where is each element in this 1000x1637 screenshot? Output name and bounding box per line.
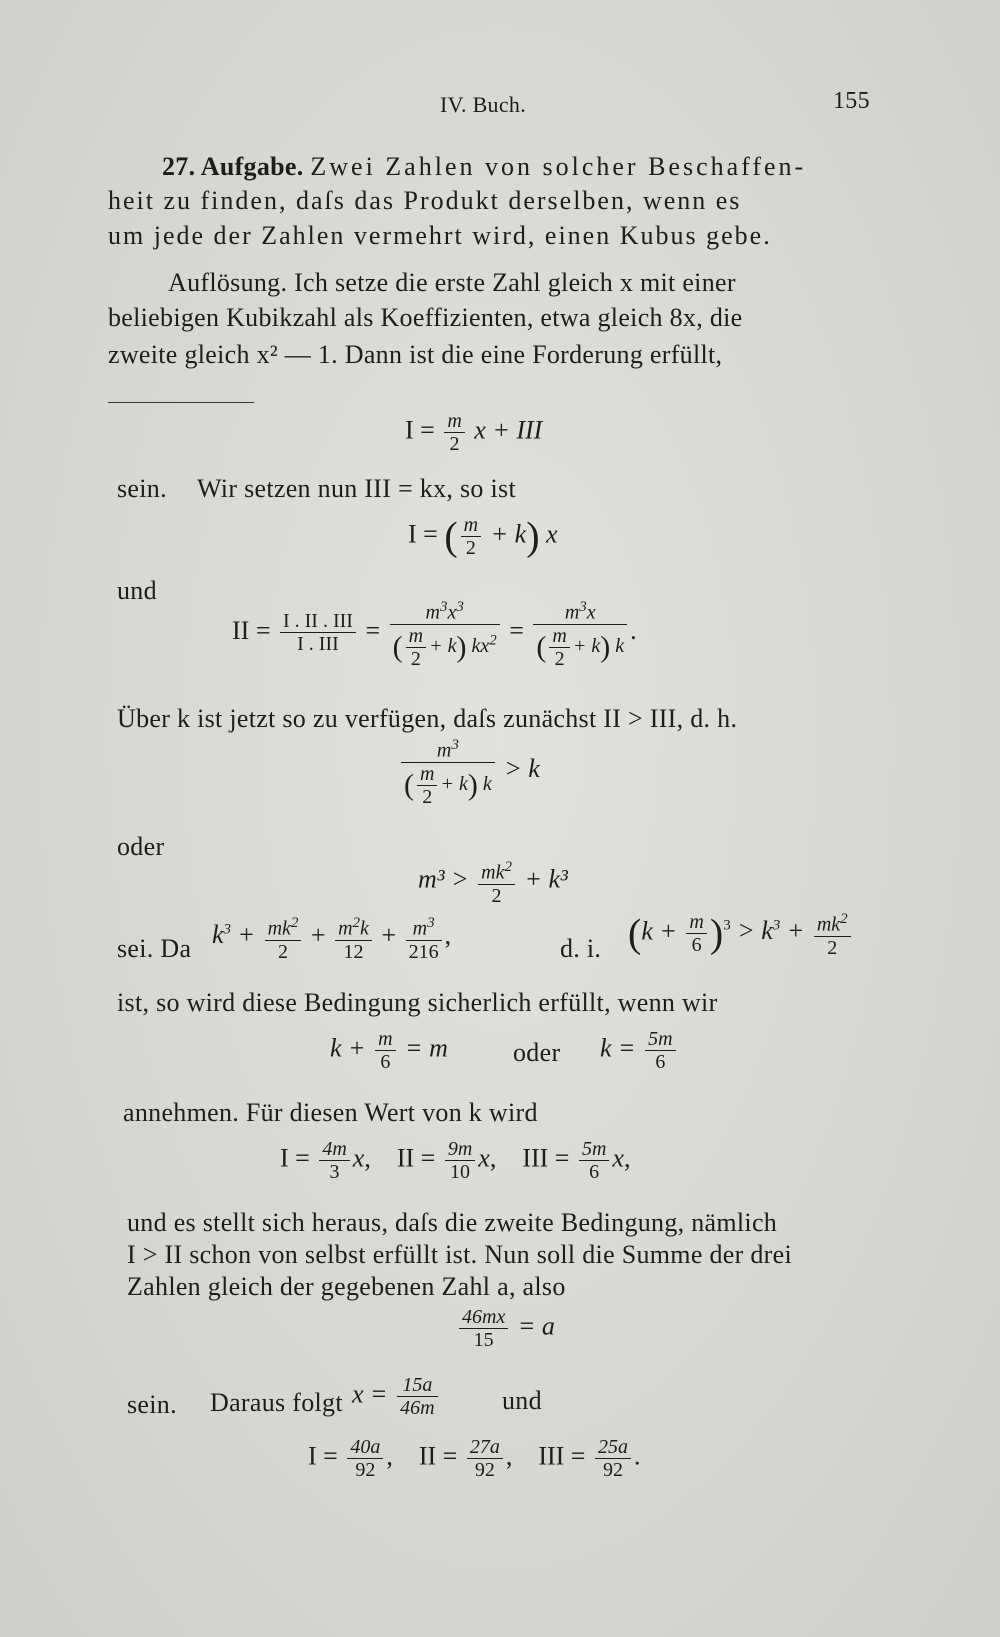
ueber-line: Über k ist jetzt so zu verfügen, daſs zunächst II > III, d. h. xyxy=(117,704,738,733)
eq5-rhs: > k xyxy=(504,753,540,783)
solution-label: Auflösung. xyxy=(168,268,288,297)
eq1-lhs: I = xyxy=(405,415,435,445)
equation-9b: k = $\frac{5m}{6}$ xyxy=(600,1028,679,1073)
eq3-num1: I . II . III xyxy=(282,610,353,633)
oder-1: oder xyxy=(117,832,165,861)
equation-11: $\frac{46mx}{15}$ = a xyxy=(456,1306,555,1351)
ist-so: ist, so wird diese Bedingung sicherlich erfüllt, wenn wir xyxy=(117,988,718,1017)
oder-2: oder xyxy=(513,1038,561,1067)
equation-5 xyxy=(398,734,540,808)
page-number: 155 xyxy=(833,88,870,114)
eq3-den1: I . III xyxy=(297,633,339,656)
sei-da: sei. Da xyxy=(117,934,192,963)
sein-2: sein. xyxy=(127,1390,177,1419)
eq1-num: m xyxy=(447,410,462,432)
problem-line-1 xyxy=(162,152,806,182)
sein-1: sein. xyxy=(117,474,167,503)
equation-6: m³ > $\frac{mk^2}{2}$ + k³ xyxy=(418,859,568,907)
eq6-lhs: m³ > xyxy=(418,864,469,894)
d-i: d. i. xyxy=(560,934,602,963)
eq1-fraction xyxy=(444,410,464,455)
annehmen: annehmen. Für diesen Wert von k wird xyxy=(123,1098,538,1127)
eq3-lhs: II = xyxy=(232,615,271,645)
eq1-rhs: x + III xyxy=(474,415,543,445)
eq5-fraction: $m^3$ ( $\frac{m}{2}$ + k) k xyxy=(401,734,495,808)
und-2: und xyxy=(502,1386,542,1415)
running-head: IV. Buch. xyxy=(440,92,527,117)
eq2-lhs: I = xyxy=(408,519,438,549)
eq3-frac-3: $m^3x$ ( $\frac{m}{2}$ + k) k xyxy=(533,596,627,670)
problem-text-1: Zwei Zahlen von solcher Beschaffen- xyxy=(310,152,807,181)
eq3-frac-1 xyxy=(280,610,356,655)
daraus: Daraus folgt xyxy=(210,1388,343,1417)
problem-line-2: heit zu finden, daſs das Produkt derselben, wenn es xyxy=(108,186,742,215)
eq11-rhs: = a xyxy=(517,1311,555,1341)
wir-setzen: Wir setzen nun III = kx, so ist xyxy=(197,474,516,503)
und-1: und xyxy=(117,576,157,605)
eq2-k: + k xyxy=(490,519,527,549)
eq9-eq-m: = m xyxy=(405,1033,448,1063)
schon: I > II schon von selbst erfüllt ist. Nun soll die Summe der drei xyxy=(127,1240,792,1269)
eq2-fraction xyxy=(461,514,481,559)
equation-1 xyxy=(405,410,542,455)
solution-line-3: zweite gleich x² — 1. Dann ist die eine Forderung erfüllt, xyxy=(108,340,723,369)
und-es: und es stellt sich heraus, daſs die zweite Bedingung, nämlich xyxy=(127,1208,778,1237)
eq2-num: m xyxy=(463,514,479,536)
solution-text-1: Ich setze die erste Zahl gleich x mit einer xyxy=(294,268,736,297)
solution-line-1 xyxy=(168,268,736,298)
zahlen: Zahlen gleich der gegebenen Zahl a, also xyxy=(127,1272,566,1301)
equation-13: I = $\frac{40a}{92}$ , II = $\frac{27a}{92}$ , III = $\frac{25a}{92}$ . xyxy=(308,1436,641,1481)
equation-9: k + $\frac{m}{6}$ = m xyxy=(330,1028,448,1073)
equation-3: II = $\frac{\text{I . II . III}}{\text{I . III}}$ = $m^3x^3$ ( $\frac{m}{2}$ + k) $kx^2$ = $m^3x$ ( $\frac{m}{2}$ + k) k . xyxy=(232,596,637,670)
equation-7: $k^3$ + $\frac{mk^2}{2}$ + $\frac{m^2k}{12}$ + $\frac{m^3}{216}$ , xyxy=(212,915,452,963)
eq2-x: x xyxy=(546,519,558,549)
eq3-frac-2: $m^3x^3$ ( $\frac{m}{2}$ + k) $kx^2$ xyxy=(390,596,500,670)
problem-line-3: um jede der Zahlen vermehrt wird, einen Kubus gebe. xyxy=(108,221,772,250)
equation-12: x = $\frac{15a}{46m}$ xyxy=(352,1374,441,1419)
footnote-rule xyxy=(108,402,254,403)
equation-2: I = ( $\frac{m}{2}$ + k) x xyxy=(408,513,558,559)
equation-8: (k + $\frac{m}{6}$ )$^3 > k^3$ + $\frac{mk^2}{2}$ xyxy=(628,908,854,959)
eq2-den: 2 xyxy=(465,537,476,559)
eq1-den: 2 xyxy=(449,433,460,455)
solution-line-2: beliebigen Kubikzahl als Koeffizienten, etwa gleich 8x, die xyxy=(108,303,743,332)
eq6-rhs: + k³ xyxy=(524,864,568,894)
equation-10: I = $\frac{4m}{3}$ x, II = $\frac{9m}{10}$ x, III = $\frac{5m}{6}$ x, xyxy=(280,1138,631,1183)
problem-label: 27. Aufgabe. xyxy=(162,152,304,181)
